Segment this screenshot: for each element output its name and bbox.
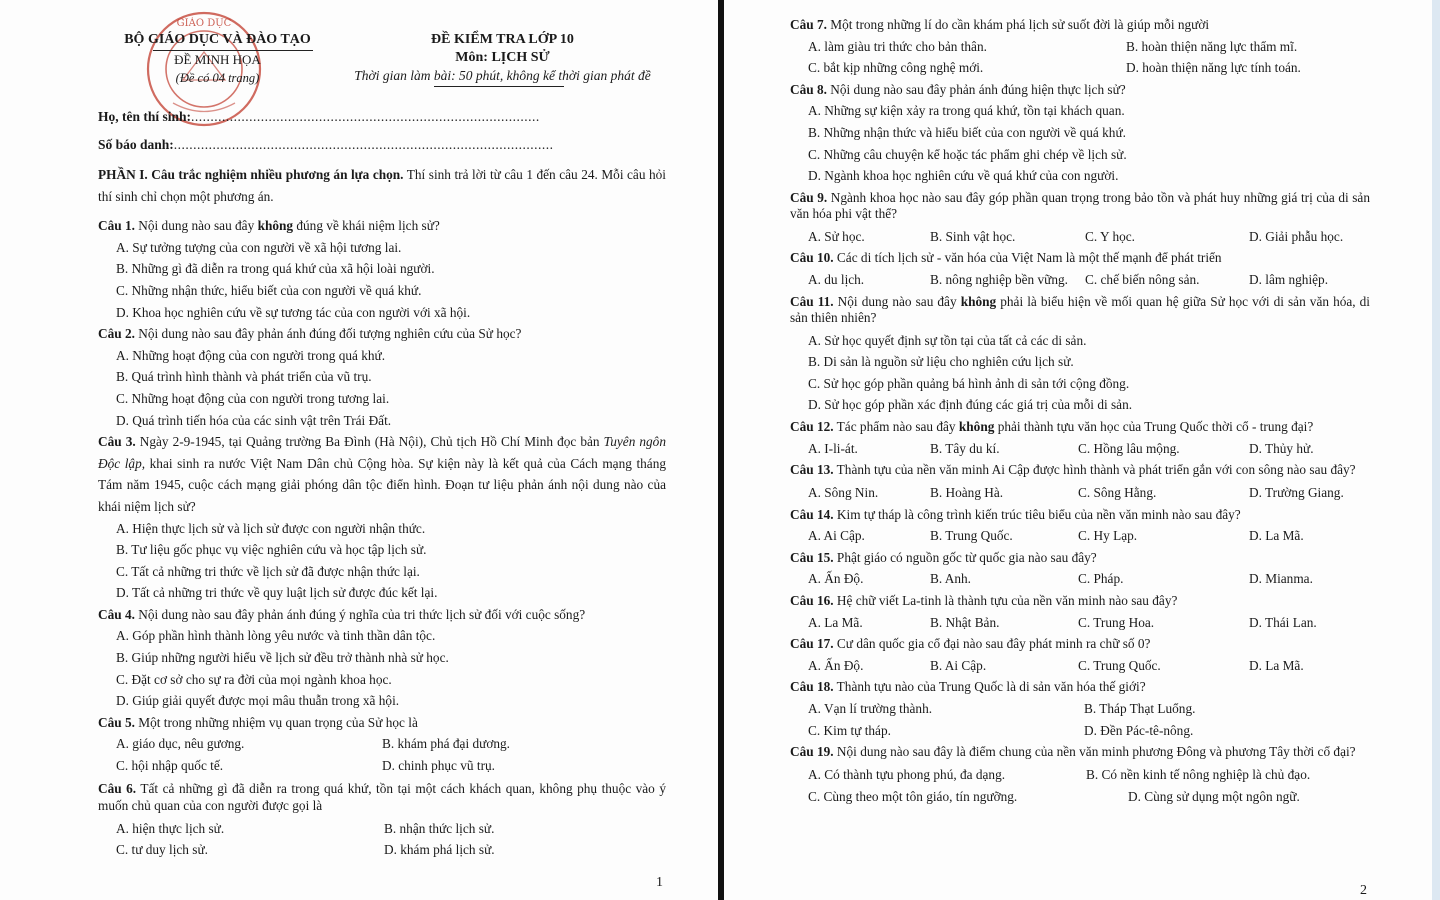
q10-options-row — [808, 269, 1370, 291]
q12-option-c: C. Hồng lâu mộng. — [1078, 440, 1180, 456]
q7-option-c: C. bắt kịp những công nghệ mới. — [808, 60, 984, 76]
q10-option-c: C. chế biến nông sản. — [1085, 271, 1200, 287]
q3-label: Câu 3. — [98, 434, 136, 450]
q6-option-c: C. tư duy lịch sử. — [116, 842, 208, 858]
q3-text-italic: Tuyên ngôn Độc lập, — [98, 434, 666, 471]
q14-options-row — [808, 525, 1370, 547]
q16-option-d: D. Thái Lan. — [1249, 614, 1317, 630]
q7-options-row-2 — [808, 57, 1370, 79]
q11-option-a: A. Sử học quyết định sự tồn tại của tất cả các di sản. — [808, 332, 1087, 348]
q1-text-bold: không — [257, 218, 294, 234]
q13-option-c: C. Sông Hằng. — [1078, 485, 1157, 501]
q15-option-d: D. Mianma. — [1249, 571, 1313, 587]
q11-text-bold: không — [960, 293, 997, 309]
question-13 — [790, 462, 1370, 478]
q7-label: Câu 7. — [790, 17, 827, 32]
q1-option-b: B. Những gì đã diễn ra trong quá khứ của xã hội loài người. — [116, 261, 435, 277]
q1-option-c: C. Những nhận thức, hiểu biết của con người về quá khứ. — [116, 282, 422, 298]
q15-options-row — [808, 568, 1370, 590]
q15-label: Câu 15. — [790, 549, 834, 565]
part1-title: PHẦN I. Câu trắc nghiệm nhiều phương án lựa chọn. — [98, 167, 404, 182]
page2-body — [790, 14, 1370, 807]
id-field — [98, 134, 554, 156]
q10-label: Câu 10. — [790, 250, 834, 266]
q9-text: Ngành khoa học nào sau đây góp phần quan trọng trong bảo tồn và phát huy những giá trị của di sản văn hóa phi vật thể? — [790, 189, 1370, 221]
page-count: (Đề có 04 trang) — [175, 71, 260, 85]
q7-options-row-1 — [808, 36, 1370, 58]
question-12 — [790, 416, 1370, 438]
ministry-name: BỘ GIÁO DỤC VÀ ĐÀO TẠO — [124, 32, 311, 47]
q7-text: Một trong những lí do cần khám phá lịch sử suốt đời là giúp mỗi người — [826, 17, 1210, 32]
id-label: Số báo danh: — [98, 137, 174, 152]
exam-page-2 — [724, 0, 1432, 900]
exam-title: ĐỀ KIỂM TRA LỚP 10 — [431, 32, 574, 47]
q12-options-row — [808, 438, 1370, 460]
q11-option-b: B. Di sản là nguồn sử liệu cho nghiên cứu lịch sử. — [808, 354, 1074, 370]
q14-label: Câu 14. — [790, 506, 834, 522]
q13-label: Câu 13. — [790, 462, 834, 478]
q9-option-d: D. Giải phẫu học. — [1249, 228, 1344, 244]
part1-heading — [98, 164, 666, 207]
q16-option-b: B. Nhật Bản. — [930, 614, 1000, 630]
question-7 — [790, 14, 1370, 36]
q17-text: Cư dân quốc gia cổ đại nào sau đây phát minh ra chữ số 0? — [833, 636, 1151, 652]
q6-option-d: D. khám phá lịch sử. — [384, 842, 495, 858]
question-14 — [790, 504, 1370, 526]
q8-option-b: B. Những nhận thức và hiểu biết của con người về quá khứ. — [808, 124, 1126, 140]
q13-option-b: B. Hoàng Hà. — [930, 485, 1004, 501]
q2-option-c: C. Những hoạt động của con người trong tương lai. — [116, 390, 390, 406]
question-2 — [98, 323, 666, 345]
q14-option-b: B. Trung Quốc. — [930, 528, 1013, 544]
q12-text-pre: Tác phẩm nào sau đây — [833, 418, 959, 434]
q18-option-b: B. Tháp Thạt Luổng. — [1084, 701, 1196, 717]
q3-option-c: C. Tất cả những tri thức về lịch sử đã được nhận thức lại. — [116, 563, 420, 579]
q6-text: Tất cả những gì đã diễn ra trong quá khứ, tồn tại một cách khách quan, không phụ thuộc vào ý muốn chủ quan của con người được gọi là — [98, 780, 666, 813]
id-dots: .................................................................................................. — [173, 137, 554, 152]
q8-text: Nội dung nào sau đây phản ánh đúng hiện thực lịch sử? — [826, 81, 1126, 97]
q8-option-c: C. Những câu chuyện kể hoặc tác phẩm ghi chép về lịch sử. — [808, 146, 1127, 162]
q4-option-d: D. Giúp giải quyết được mọi mâu thuẫn trong xã hội. — [116, 693, 400, 709]
q9-options-row — [808, 226, 1370, 248]
question-3 — [98, 431, 666, 517]
q18-label: Câu 18. — [790, 679, 834, 695]
q12-option-d: D. Thủy hử. — [1249, 440, 1314, 456]
q5-options-row-1 — [116, 733, 666, 755]
q12-option-b: B. Tây du kí. — [930, 440, 1000, 456]
q9-option-a: A. Sử học. — [808, 228, 865, 244]
q15-option-c: C. Pháp. — [1078, 571, 1124, 587]
q1-option-a: A. Sự tưởng tượng của con người về xã hội tương lai. — [116, 239, 402, 255]
q1-text-post: đúng về khái niệm lịch sử? — [293, 218, 440, 234]
q14-text: Kim tự tháp là công trình kiến trúc tiêu biểu của nền văn minh nào sau đây? — [833, 506, 1241, 522]
page-number-1: 1 — [656, 875, 663, 890]
q5-option-a: A. giáo dục, nêu gương. — [116, 736, 245, 752]
q11-text-pre: Nội dung nào sau đây — [833, 293, 961, 309]
q19-label: Câu 19. — [790, 744, 834, 760]
q3-text-pre: Ngày 2-9-1945, tại Quảng trường Ba Đình (Hà Nội), Chủ tịch Hồ Chí Minh đọc bản — [135, 434, 604, 450]
q17-option-a: A. Ấn Độ. — [808, 657, 864, 673]
part1-instruction: Thí sinh trả lời từ câu 1 đến câu 24. Mỗi câu hỏi thí sinh chỉ chọn một phương án. — [98, 167, 666, 204]
q8-option-d: D. Ngành khoa học nghiên cứu về quá khứ của con người. — [808, 168, 1119, 184]
q10-option-d: D. lâm nghiệp. — [1249, 271, 1329, 287]
q19-option-b: B. Có nền kinh tế nông nghiệp là chủ đạo. — [1086, 767, 1311, 783]
q19-text: Nội dung nào sau đây là điểm chung của nền văn minh phương Đông và phương Tây thời cổ đại? — [833, 744, 1356, 760]
exam-time: Thời gian làm bài: 50 phút, không kể thời gian phát đề — [354, 68, 651, 83]
question-17 — [790, 633, 1370, 655]
q6-option-b: B. nhận thức lịch sử. — [384, 820, 495, 836]
q17-options-row — [808, 655, 1370, 677]
name-field — [98, 106, 540, 128]
q13-option-d: D. Trường Giang. — [1249, 485, 1344, 501]
q10-option-b: B. nông nghiệp bền vững. — [930, 271, 1068, 287]
q4-option-b: B. Giúp những người hiểu về lịch sử đều trở thành nhà sử học. — [116, 650, 449, 666]
q16-option-c: C. Trung Hoa. — [1078, 614, 1155, 630]
q15-option-b: B. Anh. — [930, 571, 972, 587]
q12-text-bold: không — [958, 418, 995, 434]
q18-text: Thành tựu nào của Trung Quốc là di sản văn hóa thế giới? — [833, 679, 1146, 695]
q18-option-a: A. Vạn lí trường thành. — [808, 701, 933, 717]
subject: Môn: LỊCH SỬ — [455, 50, 550, 65]
question-8 — [790, 79, 1370, 101]
q4-label: Câu 4. — [98, 606, 135, 622]
q2-option-a: A. Những hoạt động của con người trong quá khứ. — [116, 347, 386, 363]
q5-label: Câu 5. — [98, 714, 135, 730]
q12-label: Câu 12. — [790, 418, 834, 434]
page1-body — [98, 164, 666, 861]
q16-option-a: A. La Mã. — [808, 614, 863, 630]
q5-options-row-2 — [116, 755, 666, 777]
q15-text: Phật giáo có nguồn gốc từ quốc gia nào sau đây? — [833, 549, 1097, 565]
q19-option-d: D. Cùng sử dụng một ngôn ngữ. — [1128, 788, 1300, 804]
q13-text: Thành tựu của nền văn minh Ai Cập được hình thành và phát triển gắn với con sông nào sau đây? — [833, 462, 1356, 478]
question-6 — [98, 780, 666, 814]
question-15 — [790, 547, 1370, 569]
svg-text:GIÁO DỤC: GIÁO DỤC — [176, 18, 232, 29]
q17-option-d: D. La Mã. — [1249, 657, 1304, 673]
q5-option-c: C. hội nhập quốc tế. — [116, 758, 224, 774]
q3-option-b: B. Tư liệu gốc phục vụ việc nghiên cứu và học tập lịch sử. — [116, 542, 427, 558]
q14-option-a: A. Ai Cập. — [808, 528, 865, 544]
q13-option-a: A. Sông Nin. — [808, 485, 879, 501]
q6-options-row-1 — [116, 818, 666, 840]
q4-option-a: A. Góp phần hình thành lòng yêu nước và tinh thần dân tộc. — [116, 628, 436, 644]
q19-options-row-1 — [808, 764, 1370, 786]
q11-option-c: C. Sử học góp phần quảng bá hình ảnh di sản tới cộng đồng. — [808, 375, 1130, 391]
page-number-2: 2 — [1360, 883, 1367, 898]
exam-page-1 — [0, 0, 718, 900]
q9-option-c: C. Y học. — [1085, 228, 1135, 244]
header-rule-right — [434, 86, 564, 87]
q14-option-d: D. La Mã. — [1249, 528, 1304, 544]
q12-text-post: phải thành tựu văn học của Trung Quốc thời cổ - trung đại? — [994, 418, 1314, 434]
q11-option-d: D. Sử học góp phần xác định đúng các giá trị của mỗi di sản. — [808, 397, 1133, 413]
q6-option-a: A. hiện thực lịch sử. — [116, 820, 225, 836]
q17-option-c: C. Trung Quốc. — [1078, 657, 1161, 673]
q3-text-post: khai sinh ra nước Việt Nam Dân chủ Cộng hòa. Sự kiện này là kết quả của Cách mạng tháng Tám năm 1945, cuộc cách mạng giải phóng dân tộc điển hình. Đoạn tư liệu phản ánh nội dung nào của khái niệm lịch sử? — [98, 455, 666, 514]
question-16 — [790, 590, 1370, 612]
q2-option-d: D. Quá trình tiến hóa của các sinh vật trên Trái Đất. — [116, 412, 392, 428]
question-5 — [98, 712, 666, 734]
q1-option-d: D. Khoa học nghiên cứu về sự tương tác của con người với xã hội. — [116, 304, 471, 320]
q17-option-b: B. Ai Cập. — [930, 657, 987, 673]
q7-option-a: A. làm giàu tri thức cho bản thân. — [808, 38, 987, 54]
question-1 — [98, 215, 666, 237]
q8-option-a: A. Những sự kiện xảy ra trong quá khứ, tồn tại khách quan. — [808, 103, 1125, 119]
question-19 — [790, 744, 1370, 760]
q1-text-pre: Nội dung nào sau đây — [134, 218, 258, 234]
header-right — [330, 31, 675, 85]
q19-options-row-2 — [808, 786, 1370, 808]
q9-label: Câu 9. — [790, 189, 828, 205]
q10-text: Các di tích lịch sử - văn hóa của Việt Nam là một thế mạnh để phát triển — [833, 250, 1222, 266]
sample-label: ĐỀ MINH HỌA — [174, 52, 261, 67]
q7-option-b: B. hoàn thiện năng lực thẩm mĩ. — [1126, 38, 1298, 54]
header-left — [110, 31, 325, 87]
q2-text: Nội dung nào sau đây phản ánh đúng đối tượng nghiên cứu của Sử học? — [134, 326, 522, 342]
q19-option-c: C. Cùng theo một tôn giáo, tín ngưỡng. — [808, 788, 1018, 804]
q6-label: Câu 6. — [98, 780, 137, 796]
q12-option-a: A. I-li-át. — [808, 440, 858, 456]
q6-options-row-2 — [116, 839, 666, 861]
header-rule-left — [153, 50, 313, 51]
question-18 — [790, 676, 1370, 698]
q3-option-d: D. Tất cả những tri thức về quy luật lịch sử được đúc kết lại. — [116, 585, 438, 601]
q3-option-a: A. Hiện thực lịch sử và lịch sử được con người nhận thức. — [116, 520, 426, 536]
q16-label: Câu 16. — [790, 593, 834, 609]
q15-option-a: A. Ấn Độ. — [808, 571, 864, 587]
q4-text: Nội dung nào sau đây phản ánh đúng ý nghĩa của tri thức lịch sử đối với cuộc sống? — [134, 606, 586, 622]
name-label: Họ, tên thí sinh: — [98, 109, 192, 124]
q17-label: Câu 17. — [790, 636, 834, 652]
q8-label: Câu 8. — [790, 81, 827, 97]
q9-option-b: B. Sinh vật học. — [930, 228, 1016, 244]
q11-text-post: phải là biểu hiện về mối quan hệ giữa Sử học với di sản văn hóa, di sản thiên nhiên? — [790, 293, 1371, 325]
question-9 — [790, 190, 1370, 222]
q19-option-a: A. Có thành tựu phong phú, đa dạng. — [808, 767, 1006, 783]
q18-options-row-1 — [808, 698, 1370, 720]
question-4 — [98, 604, 666, 626]
q16-text: Hệ chữ viết La-tinh là thành tựu của nền văn minh nào sau đây? — [833, 593, 1178, 609]
question-11 — [790, 294, 1370, 326]
q18-option-d: D. Đền Pác-tê-nông. — [1084, 722, 1194, 738]
q16-options-row — [808, 612, 1370, 634]
name-dots: .......................................................................................... — [191, 109, 540, 124]
q1-label: Câu 1. — [98, 218, 135, 234]
q5-option-d: D. chinh phục vũ trụ. — [382, 758, 496, 774]
q11-label: Câu 11. — [790, 293, 834, 309]
q4-option-c: C. Đặt cơ sở cho sự ra đời của mọi ngành khoa học. — [116, 671, 392, 687]
q2-label: Câu 2. — [98, 326, 135, 342]
question-10 — [790, 247, 1370, 269]
q13-options-row — [808, 482, 1370, 504]
q7-option-d: D. hoàn thiện năng lực tính toán. — [1126, 60, 1301, 76]
q10-option-a: A. du lịch. — [808, 271, 865, 287]
q2-option-b: B. Quá trình hình thành và phát triển của vũ trụ. — [116, 369, 372, 385]
q5-text: Một trong những nhiệm vụ quan trọng của Sử học là — [134, 714, 418, 730]
q18-option-c: C. Kim tự tháp. — [808, 722, 891, 738]
right-margin — [1432, 0, 1440, 900]
q14-option-c: C. Hy Lạp. — [1078, 528, 1138, 544]
q18-options-row-2 — [808, 720, 1370, 742]
q5-option-b: B. khám phá đại dương. — [382, 736, 510, 752]
